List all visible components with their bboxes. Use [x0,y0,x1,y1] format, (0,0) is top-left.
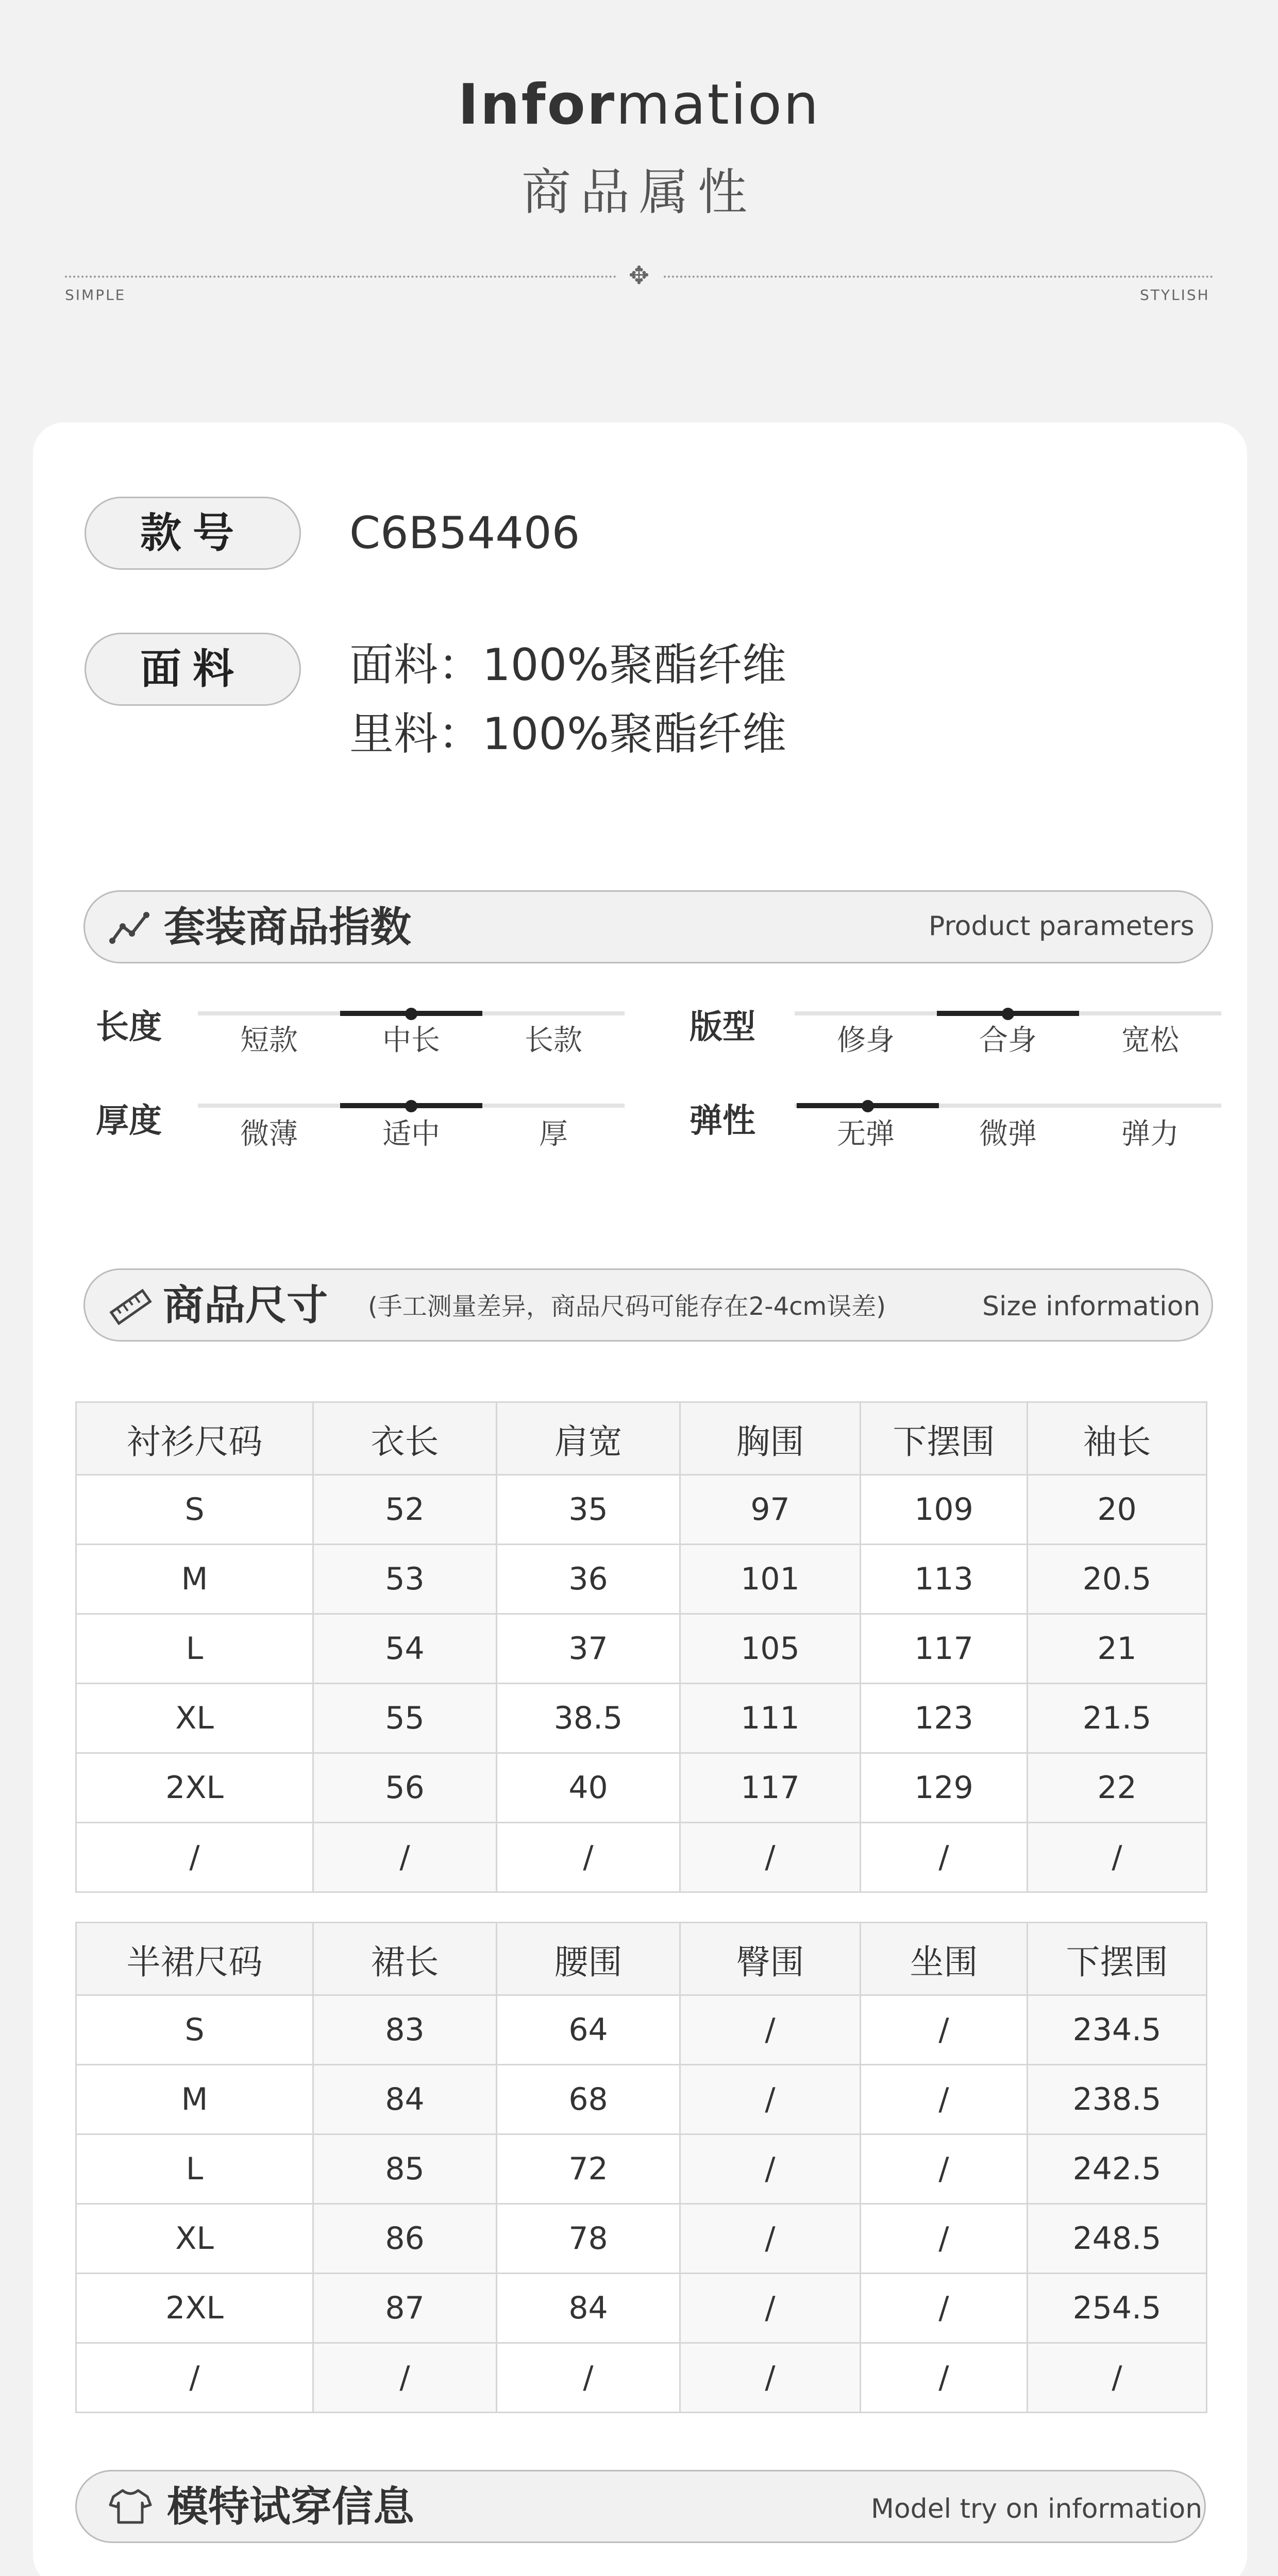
table-cell: XL [76,1684,313,1753]
table-cell: 54 [313,1614,497,1684]
param-option: 修身 [837,1024,895,1057]
table-cell: 2XL [76,2274,313,2343]
table-cell: / [861,1823,1028,1892]
table-cell: 109 [861,1475,1028,1545]
table-cell: 85 [313,2134,497,2204]
table-cell: 84 [497,2274,680,2343]
table-row [76,2343,1207,2413]
param-option: 中长 [382,1024,440,1057]
param-dot-length [405,1008,417,1020]
table-cell: L [76,1614,313,1684]
table-cell: 84 [313,2065,497,2134]
table-header-cell: 坐围 [861,1923,1028,1995]
table-row [76,1995,1207,2065]
table-cell: 117 [861,1614,1028,1684]
cross-arrows-icon: ✥ [628,261,650,290]
table-header-cell: 臀围 [680,1923,861,1995]
table-cell: 234.5 [1028,1995,1207,2065]
table-cell: 40 [497,1753,680,1823]
param-option: 适中 [382,1117,440,1151]
table-header-cell: 下摆围 [861,1402,1028,1475]
table-cell: 254.5 [1028,2274,1207,2343]
table-header-cell: 胸围 [680,1402,861,1475]
table-cell: / [861,1995,1028,2065]
table-cell: / [680,1995,861,2065]
param-option: 长款 [525,1024,582,1057]
param-option: 微薄 [240,1117,298,1151]
table-cell: 97 [680,1475,861,1545]
table-header-row [76,1402,1207,1475]
table-cell: 38.5 [497,1684,680,1753]
table-cell: XL [76,2204,313,2274]
table-cell: 21.5 [1028,1684,1207,1753]
table-cell: / [680,2134,861,2204]
param-option: 无弹 [837,1117,895,1151]
table-cell: 36 [497,1545,680,1614]
table-cell: M [76,2065,313,2134]
trend-line-icon [109,910,150,945]
param-label-length: 长度 [96,1008,162,1046]
table-cell: 83 [313,1995,497,2065]
table-cell: 111 [680,1684,861,1753]
shirt-size-table [75,1401,1207,1893]
table-cell: / [76,1823,313,1892]
table-row [76,1753,1207,1823]
fabric-lining: 里料：100%聚酯纤维 [349,708,786,760]
params-title: 套装商品指数 [164,903,411,951]
skirt-size-table [75,1922,1207,2413]
table-cell: S [76,1475,313,1545]
style-no-label: 款号 [85,497,301,570]
divider-left [65,276,616,278]
page-subtitle: 商品属性 [522,163,756,221]
table-header-cell: 下摆围 [1028,1923,1207,1995]
table-cell: L [76,2134,313,2204]
table-cell: 64 [497,1995,680,2065]
table-row [76,1545,1207,1614]
size-note: (手工测量差异，商品尺码可能存在2-4cm误差) [368,1292,886,1321]
size-title: 商品尺寸 [163,1281,328,1329]
params-en: Product parameters [929,911,1195,942]
table-cell: 52 [313,1475,497,1545]
param-option: 厚 [539,1117,568,1151]
page-title [0,73,1278,137]
table-cell: 55 [313,1684,497,1753]
table-row [76,2134,1207,2204]
stylish-tag: STYLISH [1140,286,1210,303]
param-dot-elasticity [862,1100,874,1112]
table-cell: M [76,1545,313,1614]
table-cell: 35 [497,1475,680,1545]
table-cell: 78 [497,2204,680,2274]
table-row [76,2204,1207,2274]
table-header-cell: 衣长 [313,1402,497,1475]
table-cell: 21 [1028,1614,1207,1684]
table-cell: 53 [313,1545,497,1614]
table-cell: 56 [313,1753,497,1823]
param-label-elasticity: 弹性 [690,1102,755,1140]
model-title: 模特试穿信息 [167,2483,414,2531]
table-header-cell: 袖长 [1028,1402,1207,1475]
param-label-thickness: 厚度 [96,1102,162,1140]
table-cell: / [313,1823,497,1892]
table-cell: 20 [1028,1475,1207,1545]
table-header-cell: 腰围 [497,1923,680,1995]
table-cell: / [497,1823,680,1892]
table-cell: 129 [861,1753,1028,1823]
ruler-icon [108,1288,153,1325]
param-label-fit: 版型 [690,1008,755,1046]
table-cell: 20.5 [1028,1545,1207,1614]
table-cell: / [680,2204,861,2274]
table-row [76,2274,1207,2343]
param-option: 微弹 [979,1117,1037,1151]
divider-right [664,276,1213,278]
table-cell: 242.5 [1028,2134,1207,2204]
simple-tag: SIMPLE [65,286,126,303]
param-option: 合身 [979,1024,1037,1057]
table-cell: 105 [680,1614,861,1684]
table-header-cell: 裙长 [313,1923,497,1995]
table-cell: / [1028,2343,1207,2413]
table-header-cell: 衬衫尺码 [76,1402,313,1475]
table-cell: 22 [1028,1753,1207,1823]
size-en: Size information [982,1291,1201,1322]
table-row [76,1614,1207,1684]
table-cell: 113 [861,1545,1028,1614]
title-light: mation [616,73,820,137]
table-cell: 68 [497,2065,680,2134]
table-cell: / [680,2343,861,2413]
param-dot-fit [1002,1008,1014,1020]
table-cell: 72 [497,2134,680,2204]
table-row [76,1823,1207,1892]
param-option: 弹力 [1121,1117,1179,1151]
table-header-cell: 肩宽 [497,1402,680,1475]
model-en: Model try on information [871,2494,1203,2524]
table-cell: 248.5 [1028,2204,1207,2274]
table-cell: 117 [680,1753,861,1823]
table-cell: S [76,1995,313,2065]
table-header-cell: 半裙尺码 [76,1923,313,1995]
table-cell: 2XL [76,1753,313,1823]
title-bold: Infor [458,73,616,137]
table-cell: 238.5 [1028,2065,1207,2134]
table-row [76,2065,1207,2134]
fabric-outer: 面料：100%聚酯纤维 [349,639,786,691]
param-dot-thickness [405,1100,417,1112]
table-cell: / [861,2274,1028,2343]
table-header-row [76,1923,1207,1995]
table-row [76,1475,1207,1545]
style-no-value: C6B54406 [349,507,580,559]
table-cell: 87 [313,2274,497,2343]
shirt-icon [108,2487,153,2526]
table-cell: / [861,2204,1028,2274]
table-cell: 123 [861,1684,1028,1753]
table-cell: 86 [313,2204,497,2274]
table-cell: / [497,2343,680,2413]
table-cell: / [680,2065,861,2134]
table-cell: / [680,1823,861,1892]
table-cell: / [861,2065,1028,2134]
param-option: 宽松 [1121,1024,1179,1057]
table-cell: 101 [680,1545,861,1614]
table-cell: / [313,2343,497,2413]
table-row [76,1684,1207,1753]
table-cell: / [1028,1823,1207,1892]
param-option: 短款 [240,1024,298,1057]
table-cell: / [861,2343,1028,2413]
table-cell: / [861,2134,1028,2204]
table-cell: 37 [497,1614,680,1684]
fabric-label: 面料 [85,633,301,706]
table-cell: / [680,2274,861,2343]
table-cell: / [76,2343,313,2413]
